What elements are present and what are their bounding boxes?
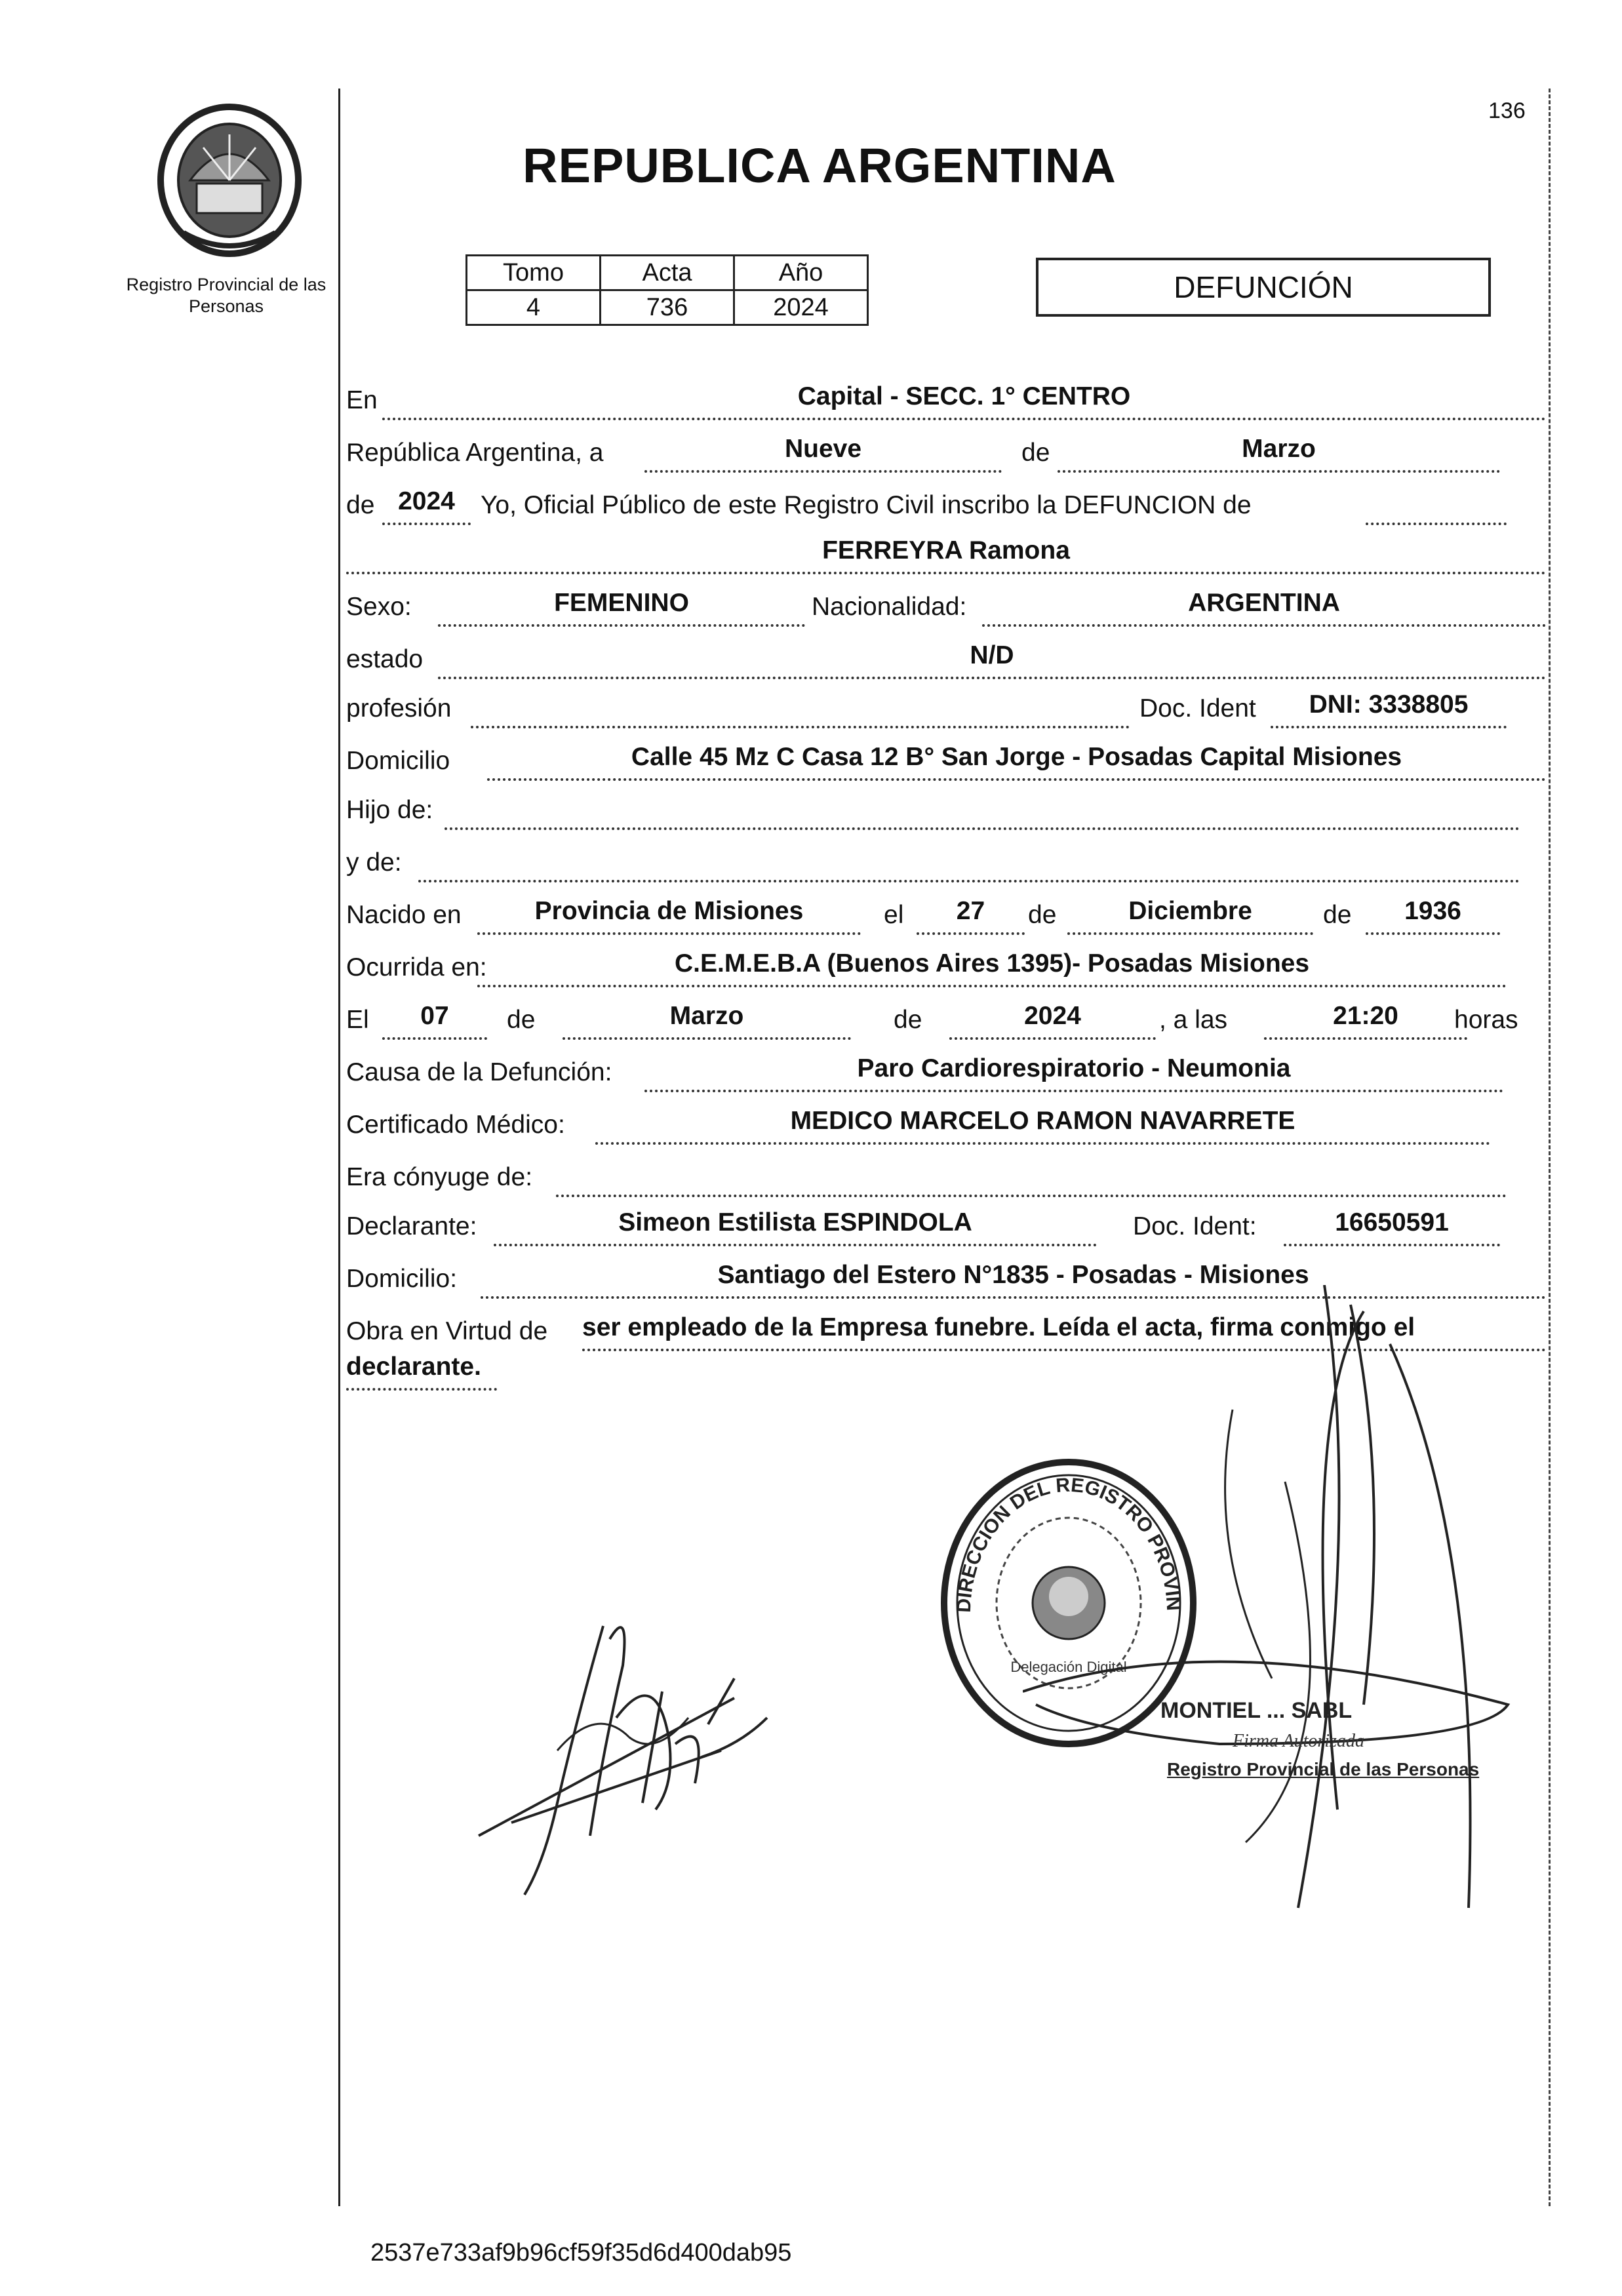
decl-domicilio-field: Santiago del Estero N°1835 - Posadas - Misiones — [481, 1259, 1546, 1299]
death-time-field: 21:20 — [1264, 1000, 1467, 1040]
y-de-field — [418, 843, 1520, 882]
death-day-field: 07 — [382, 1000, 487, 1040]
officer-office: Registro Provincial de las Personas — [1167, 1759, 1480, 1779]
seal-inner-text: Delegación Digital — [1010, 1659, 1127, 1675]
declarante-field: Simeon Estilista ESPINDOLA — [494, 1207, 1097, 1246]
certificado-label: Certificado Médico: — [346, 1111, 565, 1139]
birth-month-field: Diciembre — [1067, 896, 1313, 935]
seal-outer-text: DIRECCION DEL REGISTRO PROVIN — [953, 1474, 1185, 1613]
right-margin-line — [1549, 89, 1551, 2206]
ocurrida-label: Ocurrida en: — [346, 953, 487, 981]
row-certificado — [346, 1108, 1490, 1145]
decl-domicilio-label: Domicilio: — [346, 1265, 458, 1293]
decl-doc-field: 16650591 — [1284, 1207, 1500, 1246]
causa-field: Paro Cardiorespiratorio - Neumonia — [644, 1053, 1503, 1092]
death-month-field: Marzo — [563, 1000, 851, 1040]
row-deceased-name — [346, 538, 1546, 574]
death-year-field: 2024 — [949, 1000, 1156, 1040]
misiones-coat-of-arms-logo — [151, 102, 308, 259]
sexo-field: FEMENINO — [438, 587, 805, 627]
a-las-label: , a las — [1159, 1006, 1228, 1034]
registry-caption: Registro Provincial de las Personas — [126, 275, 326, 316]
page-title: REPUBLICA ARGENTINA — [523, 138, 1117, 193]
domicilio-field: Calle 45 Mz C Casa 12 B° San Jorge - Posadas Capital Misiones — [487, 742, 1546, 781]
row-date-inscription — [346, 436, 1500, 473]
row-death-date — [346, 1003, 1526, 1040]
profesion-label: profesión — [346, 694, 452, 722]
horas-label: horas — [1454, 1006, 1518, 1034]
causa-label: Causa de la Defunción: — [346, 1058, 612, 1086]
declarant-signature — [459, 1587, 787, 1901]
anio-value: 2024 — [734, 290, 868, 325]
death-de-label-1: de — [507, 1006, 536, 1034]
y-de-label: y de: — [346, 848, 402, 877]
obra-field-line1: ser empleado de la Empresa funebre. Leída el acta, firma conmigo el — [582, 1312, 1546, 1351]
row-conyuge — [346, 1160, 1507, 1197]
decl-doc-label: Doc. Ident: — [1133, 1212, 1257, 1240]
row-ocurrida — [346, 951, 1507, 987]
acta-value: 736 — [601, 290, 734, 325]
row-en — [346, 384, 1546, 420]
anio-header: Año — [734, 256, 868, 290]
sexo-label: Sexo: — [346, 593, 412, 621]
officer-name: MONTIEL ... SABL — [1160, 1698, 1353, 1723]
row-hijo — [346, 793, 1520, 830]
record-type-box: DEFUNCIÓN — [1036, 258, 1491, 317]
row-obra-2 — [346, 1354, 497, 1391]
row-nacido — [346, 898, 1500, 935]
domicilio-label: Domicilio — [346, 747, 450, 775]
conyuge-label: Era cónyuge de: — [346, 1163, 533, 1191]
day-field: Nueve — [644, 433, 1002, 473]
row-estado — [346, 643, 1546, 679]
el-label: El — [346, 1006, 369, 1034]
doc-ident-field: DNI: 3338805 — [1271, 689, 1507, 728]
obra-label: Obra en Virtud de — [346, 1317, 548, 1345]
row-causa — [346, 1056, 1503, 1092]
tomo-value: 4 — [467, 290, 601, 325]
birth-de-label-1: de — [1028, 901, 1057, 929]
ocurrida-field: C.E.M.E.B.A (Buenos Aires 1395)- Posadas Misiones — [477, 948, 1507, 987]
tomo-header: Tomo — [467, 256, 601, 290]
nacionalidad-label: Nacionalidad: — [812, 593, 967, 621]
declarante-label: Declarante: — [346, 1212, 477, 1240]
row-sexo — [346, 590, 1546, 627]
page-number: 136 — [1488, 98, 1526, 123]
de-label: de — [1021, 439, 1050, 467]
row-declarante — [346, 1210, 1500, 1246]
inscribo-continuation — [1366, 486, 1507, 525]
row-profesion — [346, 692, 1507, 728]
nacido-label: Nacido en — [346, 901, 462, 929]
hijo-field — [445, 791, 1520, 830]
year-field: 2024 — [382, 486, 471, 525]
republica-label: República Argentina, a — [346, 439, 604, 467]
nacido-field: Provincia de Misiones — [477, 896, 861, 935]
officer-signature — [1023, 1285, 1534, 1914]
nacionalidad-field: ARGENTINA — [982, 587, 1546, 627]
conyuge-field — [556, 1158, 1507, 1197]
officer-title: Firma Autorizada — [1233, 1731, 1364, 1751]
death-de-label-2: de — [894, 1006, 922, 1034]
inscribo-text: Yo, Oficial Público de este Registro Civil inscribo la DEFUNCION de — [481, 491, 1252, 519]
hijo-label: Hijo de: — [346, 796, 433, 824]
acta-header: Acta — [601, 256, 734, 290]
birth-de-label-2: de — [1323, 901, 1352, 929]
obra-field-line2: declarante. — [346, 1351, 497, 1391]
en-label: En — [346, 386, 378, 414]
left-margin-line — [338, 89, 340, 2206]
estado-field: N/D — [438, 640, 1546, 679]
nacido-el-label: el — [884, 901, 904, 929]
profesion-field — [471, 689, 1130, 728]
record-table — [465, 254, 869, 326]
document-hash: 2537e733af9b96cf59f35d6d400dab95 — [370, 2239, 792, 2266]
row-inscribo — [346, 488, 1507, 525]
deceased-name-field: FERREYRA Ramona — [346, 535, 1546, 574]
en-field: Capital - SECC. 1° CENTRO — [382, 381, 1546, 420]
row-y-de — [346, 846, 1520, 882]
doc-ident-label: Doc. Ident — [1139, 694, 1256, 722]
birth-day-field: 27 — [917, 896, 1025, 935]
row-domicilio — [346, 744, 1546, 781]
birth-year-field: 1936 — [1366, 896, 1500, 935]
de-year-label: de — [346, 491, 375, 519]
certificado-field: MEDICO MARCELO RAMON NAVARRETE — [595, 1105, 1490, 1145]
estado-label: estado — [346, 645, 424, 673]
month-field: Marzo — [1058, 433, 1500, 473]
